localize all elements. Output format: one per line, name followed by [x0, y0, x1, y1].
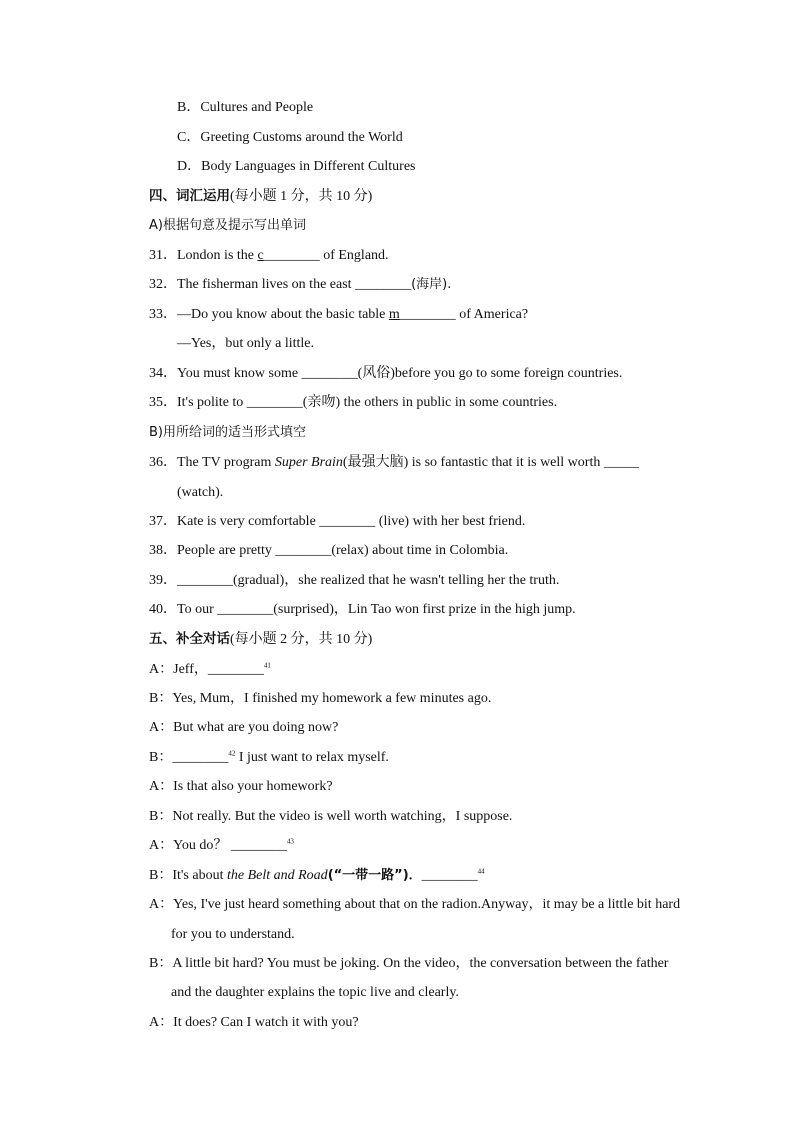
answer-blank-35[interactable]: ________: [246, 395, 303, 410]
question-34: 34．You must know some ________(风俗)before you go to some foreign countries.: [149, 366, 623, 381]
dialogue-line-9: A：Yes, I've just heard something about that on the radion.Anyway，it may be a little bit hard: [149, 897, 681, 912]
question-33: 33．—Do you know about the basic table m________ of America?: [149, 307, 529, 322]
question-33-reply: —Yes，but only a little.: [177, 336, 315, 351]
answer-blank-44[interactable]: ________: [421, 868, 478, 883]
option-d: D．Body Languages in Different Cultures: [177, 159, 416, 174]
question-39: 39．________(gradual)，she realized that he wasn't telling her the truth.: [149, 573, 560, 588]
dialogue-line-11: A：It does? Can I watch it with you?: [149, 1015, 359, 1030]
answer-blank-40[interactable]: ________: [217, 602, 274, 617]
question-32: 32．The fisherman lives on the east ________(海岸).: [149, 277, 452, 292]
answer-blank-43[interactable]: ________: [230, 838, 287, 853]
answer-blank-39[interactable]: ________: [177, 573, 233, 588]
answer-blank-31[interactable]: ________: [263, 248, 320, 263]
question-36-cont: (watch).: [177, 485, 224, 500]
option-c: C．Greeting Customs around the World: [177, 130, 403, 145]
answer-blank-42[interactable]: ________: [172, 750, 229, 765]
question-36: 36．The TV program Super Brain(最强大脑) is so fantastic that it is well worth _____: [149, 455, 639, 470]
question-38: 38．People are pretty ________(relax) about time in Colombia.: [149, 543, 509, 558]
dialogue-line-4: B：________$^{42}$ I just want to relax myself.: [149, 749, 389, 765]
answer-blank-37[interactable]: ________: [319, 514, 376, 529]
dialogue-line-3: A：But what are you doing now?: [149, 720, 339, 735]
dialogue-line-1: A：Jeff，________$^{41}$: [149, 661, 271, 677]
dialogue-line-2: B：Yes, Mum，I finished my homework a few minutes ago.: [149, 691, 492, 706]
dialogue-line-5: A：Is that also your homework?: [149, 779, 333, 794]
dialogue-line-10-cont: and the daughter explains the topic live and clearly.: [171, 985, 459, 1000]
dialogue-line-8: B：It's about the Belt and Road(“一带一路”)．________$^{44}$: [149, 867, 485, 883]
section-4-heading: 四、词汇运用(每小题 1 分，共 10 分): [149, 188, 373, 204]
question-35: 35．It's polite to ________(亲吻) the others in public in some countries.: [149, 395, 558, 410]
section-5-heading: 五、补全对话(每小题 2 分，共 10 分): [149, 631, 373, 647]
answer-blank-36[interactable]: _____: [603, 455, 639, 470]
answer-blank-32[interactable]: ________: [355, 277, 412, 292]
section-4a-title: A)根据句意及提示写出单词: [149, 218, 306, 233]
dialogue-line-9-cont: for you to understand.: [171, 927, 295, 942]
answer-blank-33[interactable]: ________: [399, 307, 456, 322]
dialogue-line-6: B：Not really. But the video is well worth watching，I suppose.: [149, 809, 513, 824]
question-37: 37．Kate is very comfortable ________ (live) with her best friend.: [149, 514, 526, 529]
answer-blank-41[interactable]: ________: [207, 662, 264, 677]
answer-blank-34[interactable]: ________: [301, 366, 358, 381]
section-4b-title: B)用所给词的适当形式填空: [149, 425, 306, 440]
answer-blank-38[interactable]: ________: [275, 543, 332, 558]
question-31: 31．London is the c________ of England.: [149, 248, 389, 263]
dialogue-line-7: A：You do？ ________$^{43}$: [149, 837, 294, 853]
dialogue-line-10: B：A little bit hard? You must be joking. On the video，the conversation between the father: [149, 956, 669, 971]
option-b: B．Cultures and People: [177, 100, 314, 115]
question-40: 40．To our ________(surprised)，Lin Tao won first prize in the high jump.: [149, 602, 576, 617]
